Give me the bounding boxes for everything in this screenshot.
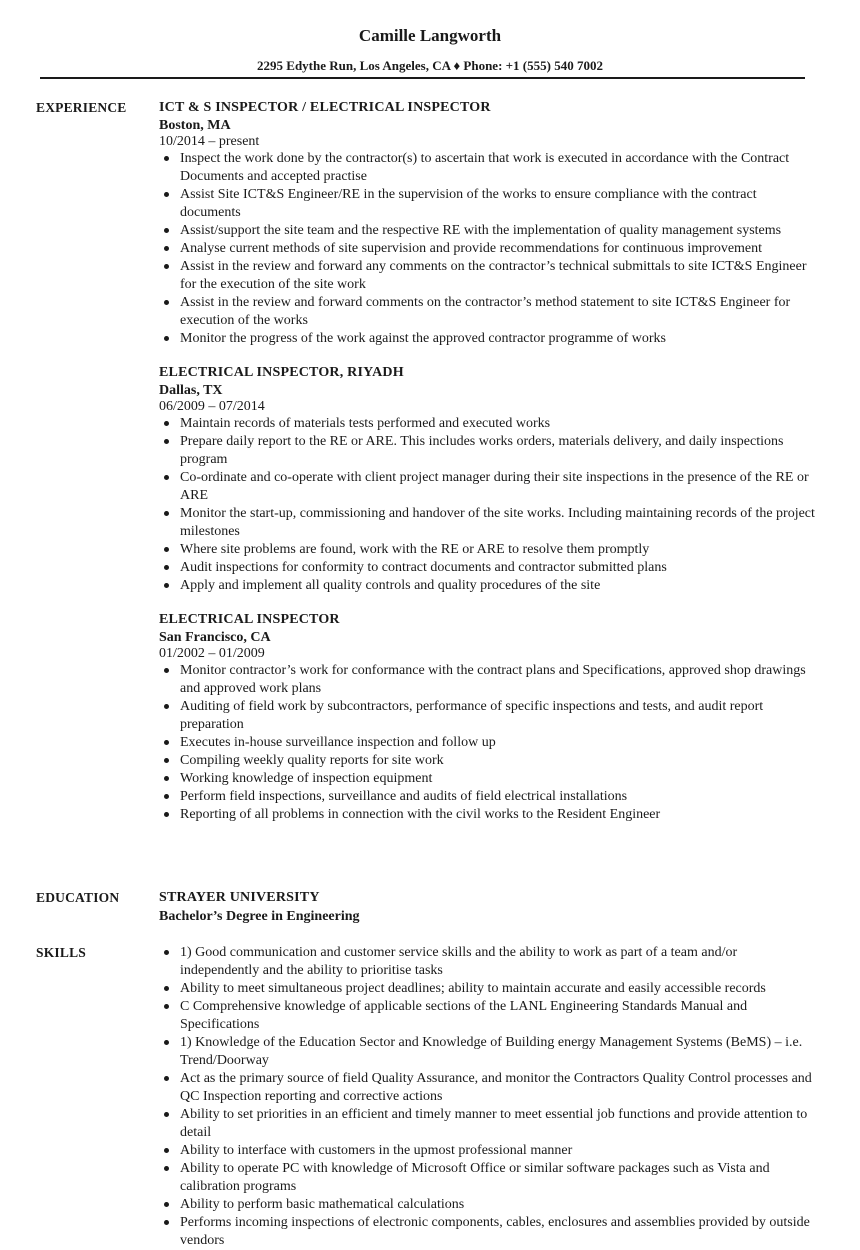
bullet-item: Analyse current methods of site supervision and provide recommendations for continuous improvement xyxy=(159,240,815,258)
job-location: Dallas, TX xyxy=(159,383,223,398)
job-dates: 10/2014 – present xyxy=(159,134,260,149)
bullet-item: Monitor the progress of the work against the approved contractor programme of works xyxy=(159,330,815,348)
skill-item: Ability to interface with customers in the upmost professional manner xyxy=(159,1142,815,1160)
bullet-item: Compiling weekly quality reports for site work xyxy=(159,752,815,770)
experience-label: EXPERIENCE xyxy=(36,100,127,115)
bullet-item: Prepare daily report to the RE or ARE. This includes works orders, materials delivery, and daily inspections program xyxy=(159,433,815,469)
bullet-item: Working knowledge of inspection equipment xyxy=(159,770,815,788)
bullet-item: Reporting of all problems in connection with the civil works to the Resident Engineer xyxy=(159,806,815,824)
job-title: ELECTRICAL INSPECTOR xyxy=(159,612,340,627)
job-bullets xyxy=(159,150,815,348)
job-title: ELECTRICAL INSPECTOR, RIYADH xyxy=(159,365,404,380)
skills-list xyxy=(159,944,815,1250)
candidate-name: Camille Langworth xyxy=(358,26,502,45)
skill-item: Ability to operate PC with knowledge of Microsoft Office or similar software packages such as Vista and calibration programs xyxy=(159,1160,815,1196)
job-title: ICT & S INSPECTOR / ELECTRICAL INSPECTOR xyxy=(159,100,491,115)
job-dates: 06/2009 – 07/2014 xyxy=(159,399,265,414)
bullet-item: Audit inspections for conformity to contract documents and contractor submitted plans xyxy=(159,559,815,577)
resume-header xyxy=(0,24,860,74)
job-bullets xyxy=(159,662,815,824)
skill-item: Ability to set priorities in an efficient and timely manner to meet essential job functions and provide attention to detail xyxy=(159,1106,815,1142)
skill-item: Act as the primary source of field Quality Assurance, and monitor the Contractors Quality Control processes and QC Inspection reporting and corrective actions xyxy=(159,1070,815,1106)
bullet-item: Assist Site ICT&S Engineer/RE in the supervision of the works to ensure compliance with the contract documents xyxy=(159,186,815,222)
skill-item: 1) Good communication and customer service skills and the ability to work as part of a team and/or independently and the ability to prioritise tasks xyxy=(159,944,815,980)
bullet-item: Where site problems are found, work with the RE or ARE to resolve them promptly xyxy=(159,541,815,559)
skill-item: Ability to perform basic mathematical calculations xyxy=(159,1196,815,1214)
bullet-item: Co-ordinate and co-operate with client project manager during their site inspections in the presence of the RE or ARE xyxy=(159,469,815,505)
bullet-item: Assist in the review and forward comments on the contractor’s method statement to site ICT&S Engineer for execution of the works xyxy=(159,294,815,330)
bullet-item: Maintain records of materials tests performed and executed works xyxy=(159,415,815,433)
experience-list xyxy=(159,99,815,840)
education-entry xyxy=(159,889,815,927)
bullet-item: Monitor contractor’s work for conformance with the contract plans and Specifications, approved shop drawings and approved work plans xyxy=(159,662,815,698)
job-dates: 01/2002 – 01/2009 xyxy=(159,646,265,661)
skills-list-container xyxy=(159,944,815,1250)
job-entry xyxy=(159,611,815,824)
bullet-item: Executes in-house surveillance inspection and follow up xyxy=(159,734,815,752)
bullet-item: Apply and implement all quality controls and quality procedures of the site xyxy=(159,577,815,595)
job-bullets xyxy=(159,415,815,595)
skill-item: Ability to meet simultaneous project deadlines; ability to maintain accurate and easily accessible records xyxy=(159,980,815,998)
bullet-item: Assist in the review and forward any comments on the contractor’s technical submittals to site ICT&S Engineer for the execution of the site work xyxy=(159,258,815,294)
bullet-item: Perform field inspections, surveillance and audits of field electrical installations xyxy=(159,788,815,806)
skill-item: C Comprehensive knowledge of applicable sections of the LANL Engineering Standards Manual and Specifications xyxy=(159,998,815,1034)
degree-name: Bachelor’s Degree in Engineering xyxy=(159,909,360,924)
job-entry xyxy=(159,364,815,595)
header-divider xyxy=(40,77,805,79)
skill-item: Performs incoming inspections of electronic components, cables, enclosures and assemblies provided by outside vendors xyxy=(159,1214,815,1250)
job-location: San Francisco, CA xyxy=(159,630,271,645)
school-name: STRAYER UNIVERSITY xyxy=(159,890,320,905)
job-location: Boston, MA xyxy=(159,118,231,133)
bullet-item: Assist/support the site team and the respective RE with the implementation of quality management systems xyxy=(159,222,815,240)
contact-line: 2295 Edythe Run, Los Angeles, CA ♦ Phone: +1 (555) 540 7002 xyxy=(257,58,603,73)
job-entry xyxy=(159,99,815,348)
bullet-item: Auditing of field work by subcontractors, performance of specific inspections and tests, and audit report preparation xyxy=(159,698,815,734)
education-label: EDUCATION xyxy=(36,890,120,905)
bullet-item: Monitor the start-up, commissioning and handover of the site works. Including maintaining records of the project milestones xyxy=(159,505,815,541)
skills-label: SKILLS xyxy=(36,945,86,960)
skill-item: 1) Knowledge of the Education Sector and Knowledge of Building energy Management Systems (BeMS) – i.e. Trend/Doorway xyxy=(159,1034,815,1070)
bullet-item: Inspect the work done by the contractor(s) to ascertain that work is executed in accordance with the Contract Documents and accepted practise xyxy=(159,150,815,186)
